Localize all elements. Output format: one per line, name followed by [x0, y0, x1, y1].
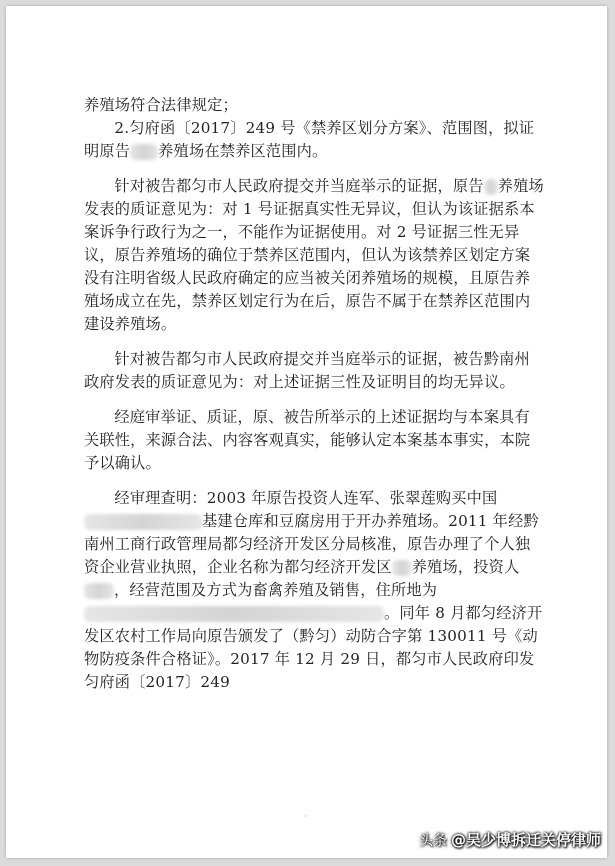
text-line: 针对被告都匀市人民政府提交并当庭举示的证据，被告黔南州政府发表的质证意见为：对上述证据三性及证明目的均无异议。	[84, 350, 530, 391]
redaction-blur	[84, 606, 384, 622]
paragraph	[84, 348, 544, 394]
paragraph	[84, 406, 544, 475]
redaction-blur	[484, 179, 498, 195]
text-line: 养殖场在禁养区范围内。	[158, 142, 328, 160]
text-line: 经审理查明：2003 年原告投资人连军、张翠莲购买中国	[114, 489, 498, 507]
text-line: 养殖场，投资人	[411, 558, 520, 576]
text-line: ，经营范围及方式为畜禽养殖及销售，住所地为	[114, 581, 438, 599]
document-page	[6, 6, 607, 858]
watermark	[419, 829, 601, 850]
paragraph	[84, 175, 544, 336]
page-number-mark: ·	[304, 812, 307, 822]
paragraph	[84, 117, 544, 163]
watermark-account: @吴少博拆迁关停律师	[450, 831, 601, 849]
text-line: 基建仓库和豆腐房用于开办养殖场。2011 年经黔南州工商行政管理局都匀经济开发区分局核准，原告办理了个人独资企业营业执照，企业名称为都匀经济开发区	[84, 512, 539, 576]
text-line: 针对被告都匀市人民政府提交并当庭举示的证据，原告	[114, 177, 484, 195]
text-line: 经庭审举证、质证，原、被告所举示的上述证据均与本案具有关联性，来源合法、内容客观真实，能够认定本案基本事实，本院予以确认。	[84, 408, 531, 472]
redaction-blur	[84, 514, 202, 530]
text-line: 2.匀府函〔2017〕249 号《禁养区划分方案》、范围图，拟证明原告	[84, 119, 535, 160]
text-line: 养殖场符合法律规定；	[84, 96, 238, 114]
text-line: 。同年 8 月都匀经济开发区农村工作局向原告颁发了（黔匀）动防合字第 130011 号《动物防疫条件合格证》。2017 年 12 月 29 日，都匀市人民政府印发匀府函〔2017〕249	[84, 604, 543, 691]
paragraph	[84, 94, 544, 117]
redaction-blur	[130, 144, 158, 160]
watermark-platform: 头条	[418, 832, 447, 849]
redaction-blur	[84, 583, 114, 599]
document-body	[84, 94, 544, 694]
redaction-blur	[392, 560, 412, 576]
text-line: 养殖场发表的质证意见为：对 1 号证据真实性无异议，但认为该证据系本案诉争行政行为之一，不能作为证据使用。对 2 号证据三性无异议，原告养殖场的确位于禁养区范围内，但认为该禁养区划定方案没有注明省级人民政府确定的应当被关闭养殖场的规模，且原告养殖场成立在先，禁养区划定行为在后，原告不属于在禁养区范围内建设养殖场。	[84, 177, 544, 333]
paragraph	[84, 487, 544, 694]
